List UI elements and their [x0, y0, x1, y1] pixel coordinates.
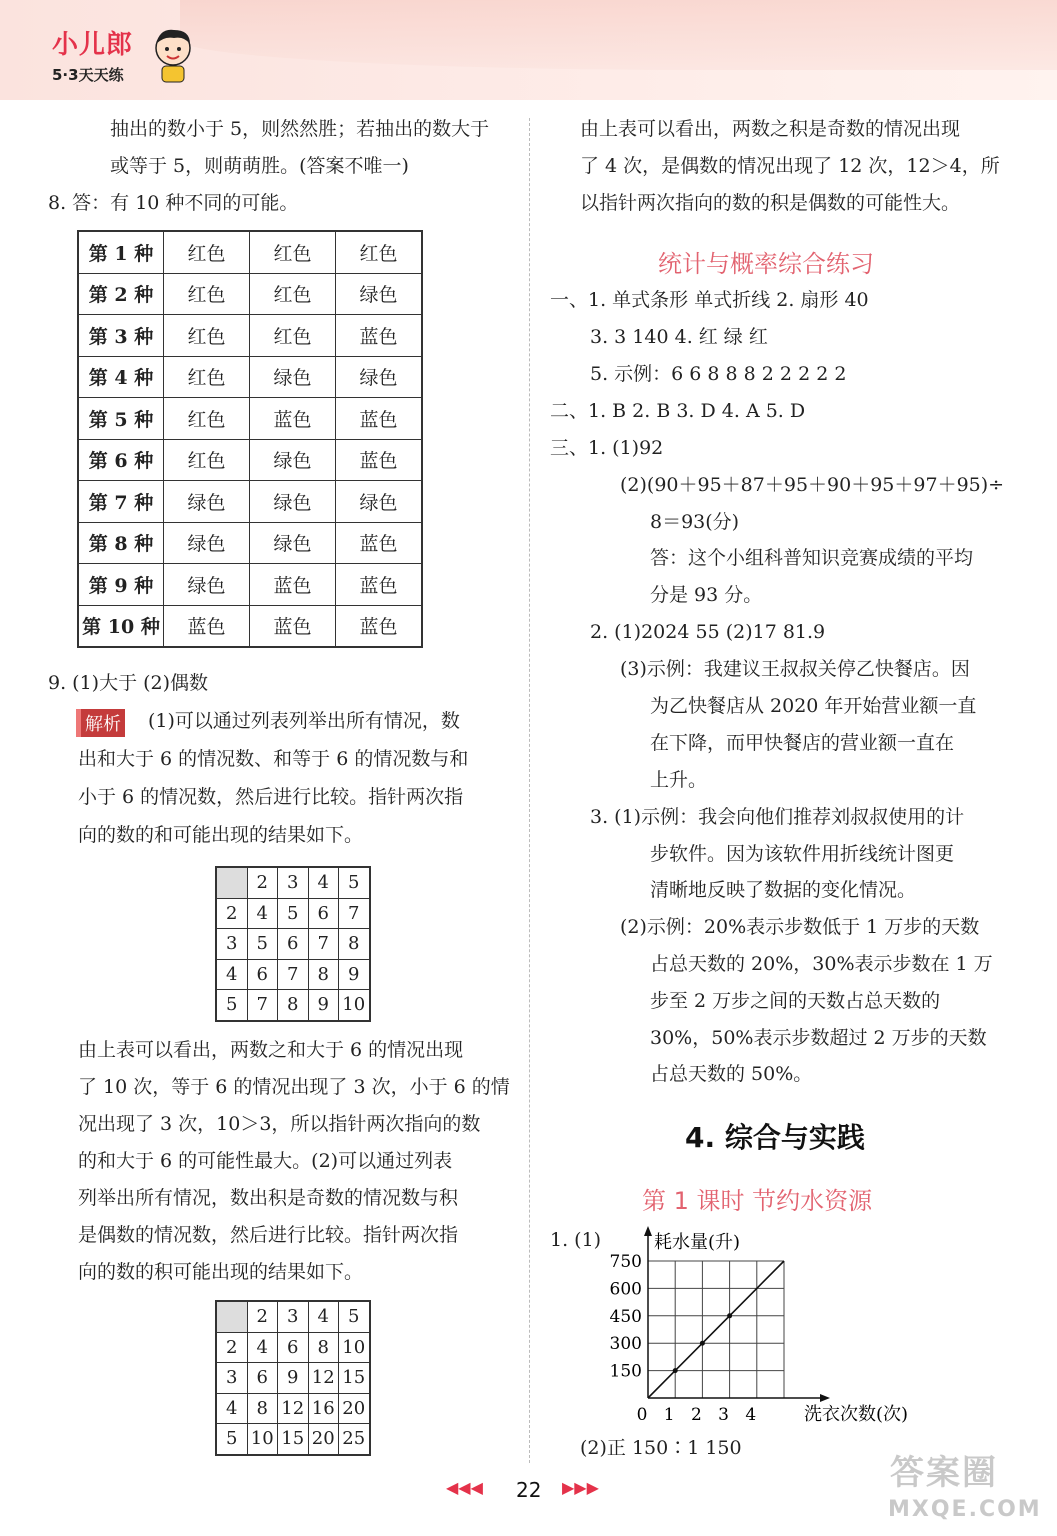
table-cell: 第 8 种 — [78, 522, 164, 564]
table-cell: 7 — [278, 959, 309, 990]
text-line: 答：这个小组科普知识竞赛成绩的平均 — [650, 547, 974, 569]
table-row — [78, 315, 422, 357]
table-cell: 绿色 — [250, 356, 336, 398]
text-line: 列举出所有情况，数出积是奇数的情况数与积 — [78, 1187, 459, 1209]
next-arrows-icon: ▶▶▶ — [562, 1478, 599, 1497]
table-cell: 绿色 — [336, 273, 423, 315]
text-line: 的和大于 6 的可能性最大。(2)可以通过列表 — [78, 1150, 453, 1172]
table-cell: 绿色 — [250, 439, 336, 481]
y-tick-label: 150 — [609, 1361, 642, 1382]
table-row — [78, 356, 422, 398]
header-decoration — [180, 0, 1057, 70]
table-cell: 8 — [278, 990, 309, 1021]
y-axis-title: 耗水量(升) — [654, 1232, 741, 1253]
table-row — [216, 898, 370, 929]
table-cell: 6 — [278, 1332, 309, 1363]
mascot-icon — [150, 26, 196, 84]
table-cell: 8 — [308, 1332, 339, 1363]
water-usage-line-chart — [600, 1224, 920, 1429]
question-8: 8. 答：有 10 种不同的可能。 — [48, 192, 299, 214]
table-cell: 7 — [339, 898, 370, 929]
text-line: 由上表可以看出，两数之积是奇数的情况出现 — [580, 118, 961, 140]
text-line: 8＝93(分) — [650, 511, 740, 533]
table-cell: 12 — [308, 1363, 339, 1394]
text-line: 以指针两次指向的数的积是偶数的可能性大。 — [580, 192, 961, 214]
question-1: 1. (1) — [550, 1229, 602, 1251]
table-cell: 2 — [247, 1301, 278, 1332]
x-axis-title: 洗衣次数(次) — [804, 1404, 909, 1425]
table-cell: 红色 — [164, 356, 250, 398]
table-row — [78, 439, 422, 481]
table-cell: 蓝色 — [336, 605, 423, 647]
table-cell: 4 — [247, 898, 278, 929]
column-divider — [529, 118, 530, 1463]
table-cell: 绿色 — [250, 522, 336, 564]
y-tick-label: 600 — [609, 1279, 642, 1300]
data-point — [727, 1313, 732, 1318]
table-cell: 3 — [278, 1301, 309, 1332]
table-cell: 8 — [339, 929, 370, 960]
text-line: 三、1. (1)92 — [550, 437, 664, 459]
table-cell: 第 2 种 — [78, 273, 164, 315]
table-cell: 7 — [308, 929, 339, 960]
table-cell: 红色 — [164, 273, 250, 315]
table-cell: 绿色 — [164, 564, 250, 606]
table-cell: 红色 — [250, 273, 336, 315]
table-cell: 6 — [278, 929, 309, 960]
table-cell: 蓝色 — [336, 398, 423, 440]
data-point — [673, 1368, 678, 1373]
table-cell: 第 4 种 — [78, 356, 164, 398]
table-cell: 4 — [308, 867, 339, 898]
text-line: 向的数的和可能出现的结果如下。 — [78, 824, 364, 846]
question-9: 9. (1)大于 (2)偶数 — [48, 672, 209, 694]
text-line: 步至 2 万步之间的天数占总天数的 — [650, 990, 941, 1012]
table-cell: 红色 — [250, 315, 336, 357]
color-combination-table — [77, 230, 423, 648]
text-line: 一、1. 单式条形 单式折线 2. 扇形 40 — [550, 289, 869, 311]
table-row — [78, 273, 422, 315]
table-row — [216, 929, 370, 960]
table-cell: 10 — [247, 1424, 278, 1455]
table-cell: 25 — [339, 1424, 370, 1455]
table-cell: 红色 — [164, 439, 250, 481]
table-cell: 第 6 种 — [78, 439, 164, 481]
table-row — [216, 867, 370, 898]
text-line: 3. (1)示例：我会向他们推荐刘叔叔使用的计 — [590, 806, 965, 828]
table-cell: 绿色 — [250, 481, 336, 523]
table-cell: 8 — [247, 1393, 278, 1424]
table-row — [216, 1301, 370, 1332]
table-cell: 绿色 — [336, 356, 423, 398]
x-tick-label: 4 — [745, 1405, 757, 1425]
table-cell: 9 — [278, 1363, 309, 1394]
table-cell: 4 — [216, 1393, 247, 1424]
table-cell: 蓝色 — [336, 522, 423, 564]
table-cell — [216, 1301, 247, 1332]
logo-subtext: 5·3天天练 — [52, 66, 124, 84]
text-line: 5. 示例：6 6 8 8 8 2 2 2 2 2 — [590, 363, 847, 385]
y-tick-label: 450 — [609, 1306, 642, 1327]
text-line: (1)可以通过列表列举出所有情况，数 — [148, 710, 460, 732]
table-cell: 8 — [308, 959, 339, 990]
table-cell: 9 — [308, 990, 339, 1021]
page-number: 22 — [516, 1478, 542, 1502]
table-cell: 5 — [247, 929, 278, 960]
analysis-tag: 解析 — [76, 709, 125, 737]
table-cell: 蓝色 — [164, 605, 250, 647]
table-cell: 10 — [339, 990, 370, 1021]
table-cell: 5 — [339, 1301, 370, 1332]
table-cell: 蓝色 — [336, 315, 423, 357]
watermark-url: MXQE.COM — [888, 1497, 1042, 1522]
text-line: 占总天数的 50%。 — [650, 1063, 813, 1085]
table-cell: 绿色 — [164, 522, 250, 564]
table-cell: 10 — [339, 1332, 370, 1363]
table-cell: 绿色 — [164, 481, 250, 523]
x-tick-label: 3 — [718, 1405, 730, 1425]
data-point — [700, 1341, 705, 1346]
table-cell: 第 1 种 — [78, 231, 164, 273]
x-tick-label: 2 — [690, 1405, 702, 1425]
text-line: 2. (1)2024 55 (2)17 81.9 — [590, 621, 826, 643]
table-row — [216, 1393, 370, 1424]
table-cell: 第 9 种 — [78, 564, 164, 606]
table-row — [78, 522, 422, 564]
table-cell: 5 — [339, 867, 370, 898]
table-cell: 2 — [247, 867, 278, 898]
text-line: (2)正 150∶1 150 — [580, 1437, 742, 1459]
text-line: 步软件。因为该软件用折线统计图更 — [650, 843, 955, 865]
table-cell: 4 — [216, 959, 247, 990]
table-cell: 9 — [339, 959, 370, 990]
text-line: 30%，50%表示步数超过 2 万步的天数 — [650, 1027, 987, 1049]
table-cell: 红色 — [164, 231, 250, 273]
y-axis-arrow — [644, 1226, 652, 1236]
table-cell: 2 — [216, 898, 247, 929]
table-cell: 20 — [308, 1424, 339, 1455]
text-line: 占总天数的 20%，30%表示步数在 1 万 — [650, 953, 993, 975]
chapter-title: 4. 综合与实践 — [685, 1121, 865, 1154]
table-cell: 6 — [247, 1363, 278, 1394]
table-cell: 7 — [247, 990, 278, 1021]
text-line: 3. 3 140 4. 红 绿 红 — [590, 326, 768, 348]
text-line: (3)示例：我建议王叔叔关停乙快餐店。因 — [620, 658, 970, 680]
table-cell: 5 — [216, 990, 247, 1021]
table-cell: 5 — [216, 1424, 247, 1455]
table-cell: 15 — [339, 1363, 370, 1394]
text-line: (2)示例：20%表示步数低于 1 万步的天数 — [620, 916, 980, 938]
text-line: 了 10 次，等于 6 的情况出现了 3 次，小于 6 的情 — [78, 1076, 510, 1098]
y-tick-label: 300 — [609, 1334, 642, 1355]
product-table — [215, 1300, 371, 1456]
table-cell — [216, 867, 247, 898]
table-row — [78, 481, 422, 523]
text-line: 了 4 次，是偶数的情况出现了 12 次，12＞4，所 — [580, 155, 1000, 177]
y-tick-label: 750 — [609, 1252, 642, 1272]
table-cell: 6 — [308, 898, 339, 929]
text-line: 抽出的数小于 5，则然然胜；若抽出的数大于 — [110, 118, 490, 140]
section-title: 统计与概率综合练习 — [658, 250, 874, 278]
table-cell: 16 — [308, 1393, 339, 1424]
table-cell: 12 — [278, 1393, 309, 1424]
table-cell: 第 3 种 — [78, 315, 164, 357]
text-line: 分是 93 分。 — [650, 584, 763, 606]
x-axis-arrow — [820, 1394, 830, 1402]
table-cell: 第 7 种 — [78, 481, 164, 523]
text-line: 清晰地反映了数据的变化情况。 — [650, 879, 917, 901]
table-row — [78, 605, 422, 647]
table-cell: 第 5 种 — [78, 398, 164, 440]
text-line: 或等于 5，则萌萌胜。(答案不唯一) — [110, 155, 409, 177]
table-cell: 4 — [308, 1301, 339, 1332]
watermark-logo: 答案圈 — [890, 1453, 998, 1493]
text-line: 为乙快餐店从 2020 年开始营业额一直 — [650, 695, 977, 717]
table-cell: 第 10 种 — [78, 605, 164, 647]
text-line: 由上表可以看出，两数之和大于 6 的情况出现 — [78, 1039, 464, 1061]
table-cell: 3 — [216, 929, 247, 960]
series-line — [648, 1261, 784, 1398]
table-row — [216, 1424, 370, 1455]
text-line: (2)(90＋95＋87＋95＋90＋95＋97＋95)÷ — [620, 474, 1005, 496]
text-line: 是偶数的情况数，然后进行比较。指针两次指 — [78, 1224, 459, 1246]
table-row — [216, 990, 370, 1021]
table-cell: 5 — [278, 898, 309, 929]
table-cell: 红色 — [164, 315, 250, 357]
table-row — [78, 231, 422, 273]
table-row — [216, 959, 370, 990]
table-cell: 红色 — [336, 231, 423, 273]
table-cell: 蓝色 — [250, 398, 336, 440]
text-line: 向的数的积可能出现的结果如下。 — [78, 1261, 364, 1283]
table-row — [216, 1332, 370, 1363]
text-line: 在下降，而甲快餐店的营业额一直在 — [650, 732, 955, 754]
table-cell: 2 — [216, 1332, 247, 1363]
lesson-title: 第 1 课时 节约水资源 — [642, 1187, 873, 1215]
prev-arrows-icon: ◀◀◀ — [446, 1478, 483, 1497]
table-cell: 15 — [278, 1424, 309, 1455]
x-tick-label: 0 — [636, 1405, 648, 1425]
text-line: 小于 6 的情况数，然后进行比较。指针两次指 — [78, 786, 464, 808]
table-cell: 蓝色 — [336, 439, 423, 481]
table-cell: 3 — [278, 867, 309, 898]
table-cell: 蓝色 — [250, 564, 336, 606]
table-cell: 3 — [216, 1363, 247, 1394]
table-row — [78, 398, 422, 440]
text-line: 上升。 — [650, 769, 708, 791]
logo-text: 小儿郎 — [52, 30, 134, 60]
text-line: 出和大于 6 的情况数、和等于 6 的情况数与和 — [78, 748, 469, 770]
table-row — [216, 1363, 370, 1394]
table-cell: 蓝色 — [336, 564, 423, 606]
table-cell: 绿色 — [336, 481, 423, 523]
table-cell: 红色 — [250, 231, 336, 273]
x-tick-label: 1 — [663, 1405, 675, 1425]
table-row — [78, 564, 422, 606]
table-cell: 20 — [339, 1393, 370, 1424]
table-cell: 6 — [247, 959, 278, 990]
text-line: 况出现了 3 次，10＞3，所以指针两次指向的数 — [78, 1113, 481, 1135]
table-cell: 4 — [247, 1332, 278, 1363]
text-line: 二、1. B 2. B 3. D 4. A 5. D — [550, 400, 806, 422]
table-cell: 蓝色 — [250, 605, 336, 647]
sum-table — [215, 866, 371, 1022]
page-header — [0, 0, 1057, 100]
table-cell: 红色 — [164, 398, 250, 440]
